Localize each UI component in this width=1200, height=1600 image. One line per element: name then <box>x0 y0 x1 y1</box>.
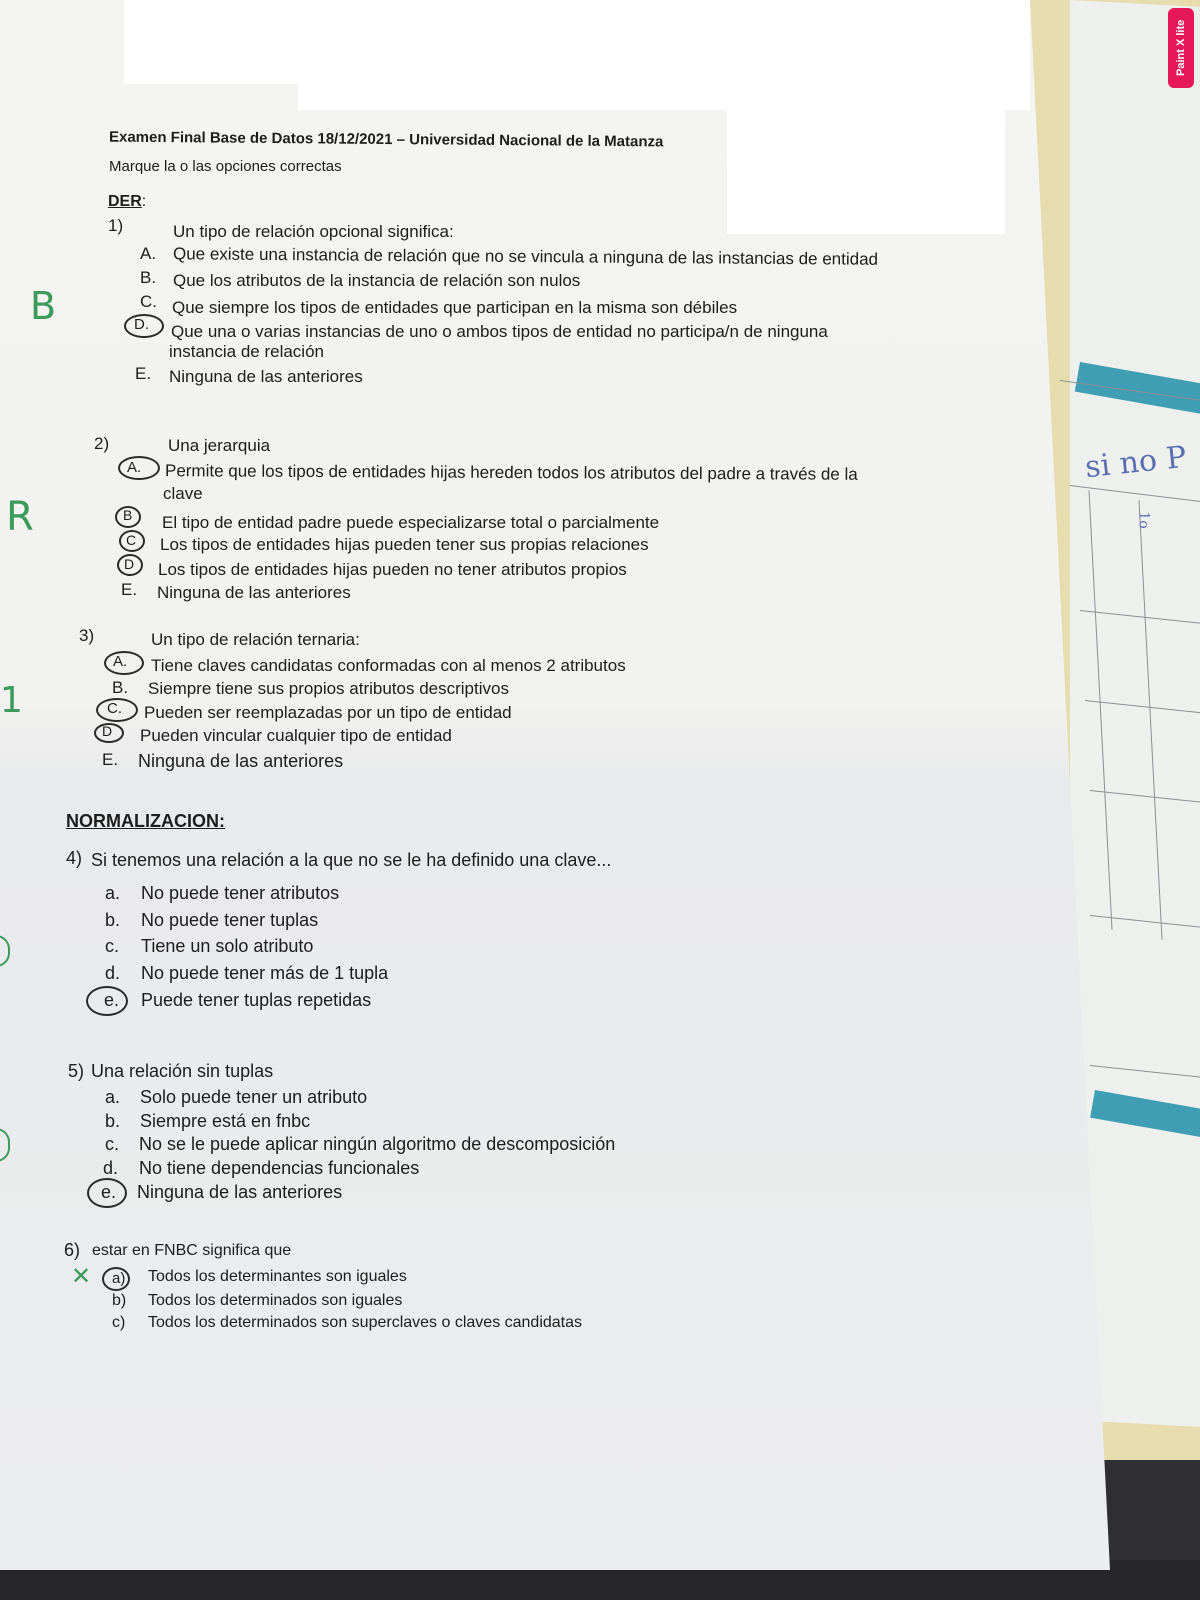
q6-opt-a: Todos los determinantes son iguales <box>148 1268 407 1285</box>
q2-opt-e: Ninguna de las anteriores <box>157 583 351 602</box>
q3-opt-d-letter: D <box>102 723 113 739</box>
q6-opt-c-letter: c) <box>112 1314 126 1331</box>
q2-opt-b: El tipo de entidad padre puede especializarse total o parcialmente <box>162 513 660 532</box>
q1-opt-d: Que una o varias instancias de uno o ambos tipos de entidad no participa/n de ninguna <box>171 322 828 341</box>
q2-opt-d-letter: D <box>124 556 135 572</box>
app-badge: Paint X lite <box>1168 8 1194 88</box>
q2-opt-e-letter: E. <box>121 580 138 599</box>
q1-opt-a-letter: A. <box>140 244 157 263</box>
q2-opt-c: Los tipos de entidades hijas pueden tener sus propias relaciones <box>160 535 649 554</box>
q6-text: estar en FNBC significa que <box>92 1242 292 1259</box>
redaction-block <box>124 0 1030 84</box>
q4-opt-d-letter: d. <box>105 963 121 983</box>
q5-text: Una relación sin tuplas <box>91 1061 274 1081</box>
q6-opt-a-letter: a) <box>112 1270 126 1287</box>
exam-title: Examen Final Base de Datos 18/12/2021 – Universidad Nacional de la Matanza <box>108 128 664 151</box>
section-der-label: DER <box>108 193 142 210</box>
q3-opt-e-letter: E. <box>102 750 119 769</box>
section-der-title <box>108 193 146 211</box>
q1-text: Un tipo de relación opcional significa: <box>173 222 454 241</box>
grade-mark-q2: R <box>6 494 34 540</box>
q2-opt-a: Permite que los tipos de entidades hijas hereden todos los atributos del padre a través de la <box>164 461 858 484</box>
q3-opt-d: Pueden vincular cualquier tipo de entidad <box>140 726 452 745</box>
grade-mark-q3: 1 <box>0 680 23 721</box>
q5-opt-a-letter: a. <box>105 1087 121 1107</box>
q3-number: 3) <box>79 626 95 645</box>
q4-opt-b: No puede tener tuplas <box>141 910 319 930</box>
q3-opt-b-letter: B. <box>112 678 129 697</box>
q4-opt-a-letter: a. <box>105 883 121 903</box>
q2-opt-d: Los tipos de entidades hijas pueden no tener atributos propios <box>158 560 627 579</box>
q4-opt-e: Puede tener tuplas repetidas <box>141 990 372 1010</box>
redaction-block <box>298 84 1030 110</box>
q2-opt-b-letter: B <box>123 507 133 523</box>
q4-opt-a: No puede tener atributos <box>141 883 340 903</box>
q1-opt-d-cont: instancia de relación <box>169 342 324 361</box>
q1-opt-a: Que existe una instancia de relación que no se vincula a ninguna de las instancias de entidad <box>172 244 879 269</box>
q3-opt-c: Pueden ser reemplazadas por un tipo de entidad <box>144 703 512 722</box>
q5-opt-c: No se le puede aplicar ningún algoritmo de descomposición <box>139 1134 616 1154</box>
q6-opt-c: Todos los determinados son superclaves o claves candidatas <box>148 1314 583 1331</box>
q5-opt-b: Siempre está en fnbc <box>140 1111 311 1131</box>
wrong-mark-icon: ✕ <box>71 1262 92 1290</box>
q4-opt-b-letter: b. <box>105 910 121 930</box>
side-handwritten-small: 1o <box>1135 511 1152 529</box>
section-der-colon: : <box>141 193 147 210</box>
q3-opt-b: Siempre tiene sus propios atributos descriptivos <box>148 679 509 698</box>
q1-opt-e-letter: E. <box>135 364 152 383</box>
q5-opt-b-letter: b. <box>105 1111 121 1131</box>
q2-opt-a-cont: clave <box>163 484 203 503</box>
q2-opt-c-letter: C <box>126 532 137 548</box>
q6-opt-b-letter: b) <box>112 1292 127 1309</box>
q5-opt-a: Solo puede tener un atributo <box>140 1087 368 1107</box>
q1-opt-c-letter: C. <box>140 292 157 311</box>
q3-text: Un tipo de relación ternaria: <box>151 630 360 649</box>
q5-opt-d-letter: d. <box>103 1158 119 1178</box>
section-normalizacion-title: NORMALIZACION: <box>66 811 225 831</box>
q1-opt-b-letter: B. <box>140 268 157 287</box>
q4-opt-d: No puede tener más de 1 tupla <box>141 963 389 983</box>
redaction-block <box>727 110 1005 234</box>
q2-text: Una jerarquia <box>168 436 271 455</box>
q4-opt-c: Tiene un solo atributo <box>141 936 314 956</box>
q4-number: 4) <box>66 848 83 868</box>
q2-number: 2) <box>94 434 110 453</box>
q3-opt-e: Ninguna de las anteriores <box>138 751 344 771</box>
q6-opt-b: Todos los determinados son iguales <box>148 1292 403 1309</box>
q5-opt-d: No tiene dependencias funcionales <box>139 1158 420 1178</box>
side-handwritten-note: si no P <box>1083 439 1189 486</box>
q4-text: Si tenemos una relación a la que no se le ha definido una clave... <box>91 850 612 870</box>
q3-opt-a: Tiene claves candidatas conformadas con al menos 2 atributos <box>151 656 626 675</box>
q1-opt-e: Ninguna de las anteriores <box>169 367 363 386</box>
q4-opt-c-letter: c. <box>105 936 120 956</box>
q2-opt-a-letter: A. <box>127 459 142 476</box>
exam-instruction: Marque la o las opciones correctas <box>109 158 342 175</box>
q1-opt-c: Que siempre los tipos de entidades que participan en la misma son débiles <box>172 298 738 317</box>
q1-number: 1) <box>108 216 124 235</box>
q5-opt-e-letter: e. <box>101 1182 117 1202</box>
q5-opt-c-letter: c. <box>105 1134 120 1154</box>
q3-opt-a-letter: A. <box>113 653 128 670</box>
q5-opt-e: Ninguna de las anteriores <box>137 1182 343 1202</box>
q5-number: 5) <box>68 1061 85 1081</box>
q1-opt-d-letter: D. <box>134 316 149 333</box>
q1-opt-b: Que los atributos de la instancia de relación son nulos <box>173 271 581 290</box>
q4-opt-e-letter: e. <box>104 990 120 1010</box>
q3-opt-c-letter: C. <box>107 700 122 717</box>
grade-mark-q1: B <box>30 284 57 328</box>
q6-number: 6) <box>64 1240 81 1260</box>
